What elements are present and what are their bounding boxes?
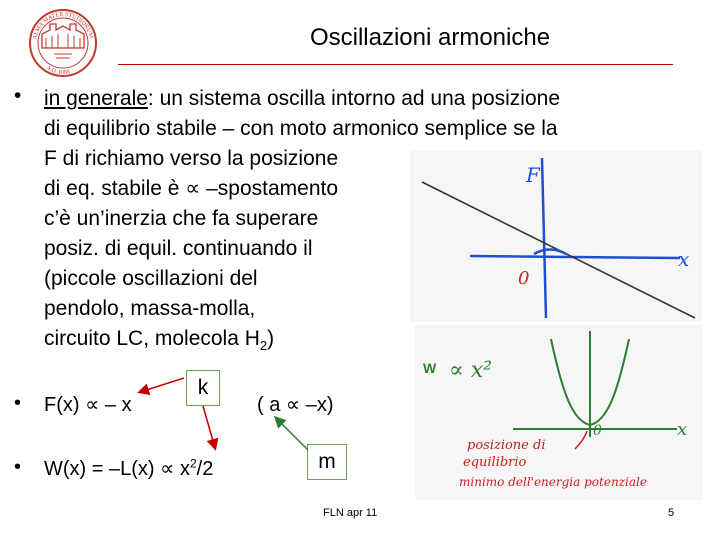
w-axis-label: W: [423, 360, 437, 376]
potential-energy-sketch: [415, 325, 703, 500]
energy-exponent: 2: [189, 456, 197, 471]
bullet-marker: •: [14, 456, 22, 478]
force-formula: F(x) ∝ – x: [44, 394, 132, 416]
energy-formula-tail: /2: [196, 458, 214, 480]
para-line-1: : un sistema oscilla intorno ad una posizione: [147, 87, 560, 110]
mass-box: m: [307, 444, 347, 480]
para-line-8: pendolo, massa-molla,: [44, 297, 256, 320]
bullet-marker: •: [14, 392, 22, 414]
bullet-marker: •: [14, 84, 22, 107]
footer-text: FLN apr 11: [323, 507, 378, 519]
proportional-x2-label: ∝ x²: [449, 358, 493, 383]
para-line-2: di equilibrio stabile – con moto armonico semplice se la: [44, 117, 558, 140]
svg-text:ALMA MATER STUDIORUM: ALMA MATER STUDIORUM: [32, 11, 94, 41]
slide-title: Oscillazioni armoniche: [309, 24, 551, 51]
para-line-9-close: ): [267, 327, 275, 350]
k-constant-box: k: [186, 370, 220, 406]
subscript-2: 2: [259, 338, 268, 354]
para-line-9: circuito LC, molecola H: [44, 327, 260, 350]
lead-term: in generale: [44, 87, 148, 110]
para-line-7: (piccole oscillazioni del: [44, 267, 258, 290]
m-to-acceleration-arrow: [276, 418, 308, 450]
svg-text:A.D. 1088: A.D. 1088: [44, 65, 71, 77]
para-line-4: di eq. stabile è ∝ –spostamento: [44, 177, 339, 200]
annotation-line-1: posizione di: [467, 438, 546, 453]
para-line-5: c’è un’inerzia che fa superare: [44, 207, 319, 230]
origin-label: 0: [518, 268, 530, 289]
annotation-line-3: minimo dell'energia potenziale: [459, 475, 647, 489]
x-axis-label: x: [677, 419, 688, 440]
k-to-force-arrow: [140, 378, 184, 392]
force-axis-label: F: [526, 163, 540, 187]
para-line-6: posiz. di equil. continuando il: [44, 237, 313, 260]
title-divider: [118, 64, 673, 65]
university-seal-logo: [20, 8, 106, 78]
k-to-energy-arrow: [203, 406, 215, 448]
energy-formula: [44, 456, 213, 481]
energy-formula-main: W(x) = –L(x) ∝ x: [44, 458, 190, 480]
origin-label: 0: [593, 423, 602, 439]
page-number: 5: [668, 507, 675, 519]
x-axis-label: x: [678, 247, 690, 271]
force-vs-displacement-sketch: [410, 150, 702, 322]
para-line-3: F di richiamo verso la posizione: [44, 147, 339, 170]
acceleration-formula: ( a ∝ –x): [257, 394, 334, 416]
annotation-line-2: equilibrio: [463, 455, 527, 470]
